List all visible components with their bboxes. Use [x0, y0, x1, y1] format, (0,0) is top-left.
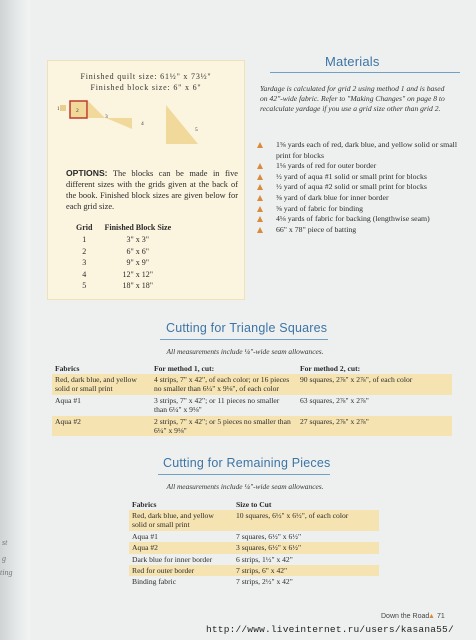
block-size: 18" x 18" [122, 281, 154, 290]
grid-size-table [70, 222, 177, 292]
bullet-triangle-icon [257, 227, 263, 233]
table-row [70, 269, 177, 281]
materials-intro: Yardage is calculated for grid 2 using method 1 and is based on 42"-wide fabric. Refer to "Making Changes" on page 8 to recalculate yardage if you use a grid size other than grid 2. [260, 84, 445, 113]
grid-number: 1 [82, 235, 87, 244]
block-size: 6" x 6" [126, 246, 150, 256]
remaining-pieces-rule [158, 474, 330, 475]
method-2-cell: 27 squares, 2⅞" x 2⅞" [297, 416, 452, 437]
list-item [257, 172, 457, 183]
table-row [129, 554, 379, 565]
seam-allowance-note: All measurements include ¼"-wide seam allowances. [166, 347, 324, 356]
grid-number: 4 [82, 269, 87, 279]
spine-fragment: g [2, 554, 6, 563]
fabric-cell: Aqua #1 [132, 531, 158, 541]
fabric-cell: Binding fabric [132, 577, 177, 587]
size-cell: 7 strips, 2½" x 42" [236, 577, 293, 587]
size-to-cut-header: Size to Cut [236, 500, 272, 509]
triangle-squares-rule [160, 339, 328, 340]
triangle-squares-heading: Cutting for Triangle Squares [166, 321, 328, 335]
diagram-label: 1 [57, 107, 60, 112]
method-1-cell: 2 strips, 7" x 42"; or 5 pieces no smaller than 6¼" x 9⅛" [151, 416, 297, 437]
list-item [257, 161, 457, 172]
seam-allowance-note: All measurements include ¼"-wide seam allowances. [166, 482, 324, 491]
fabric-cell: Red for outer border [129, 565, 233, 576]
table-row [70, 234, 177, 246]
fabrics-header: Fabrics [132, 500, 157, 509]
material-text: 1⅛ yards of red for outer border [276, 161, 377, 171]
method-1-header: For method 1, cut: [154, 364, 215, 373]
bullet-triangle-icon [257, 174, 263, 180]
bullet-triangle-icon [257, 216, 263, 222]
grid-4-triangle [106, 118, 132, 129]
method-2-cell: 90 squares, 2⅞" x 2⅞", of each color [297, 374, 452, 395]
page-number: 71 [437, 613, 445, 620]
material-text: 4⅛ yards of fabric for backing (lengthwise seam) [276, 214, 430, 224]
finished-quilt-size: Finished quilt size: 61½" x 73½" [80, 72, 212, 81]
grid-number: 5 [82, 281, 87, 290]
material-text: ½ yard of aqua #2 solid or small print for blocks [276, 182, 427, 192]
materials-heading: Materials [325, 54, 380, 69]
material-text: ½ yard of aqua #1 solid or small print for blocks [276, 171, 427, 181]
table-row [52, 395, 452, 416]
bullet-triangle-icon [257, 184, 263, 190]
grid-header: Grid [76, 223, 93, 232]
bullet-triangle-icon [257, 163, 263, 169]
diagram-label: 4 [141, 121, 144, 127]
table-row [70, 257, 177, 269]
material-text: ⅜ yard of dark blue for inner border [276, 192, 389, 202]
method-1-cell: 4 strips, 7" x 42", of each color; or 16 pieces no smaller than 6¼" x 9⅛", of each color [151, 374, 297, 395]
materials-rule [270, 72, 460, 73]
table-row [70, 280, 177, 292]
material-text: 1⅝ yards each of red, dark blue, and yellow solid or small print for blocks [276, 140, 458, 160]
list-item [257, 193, 457, 204]
fabric-cell: Red, dark blue, and yellow solid or small print [129, 510, 233, 531]
size-cell: 7 squares, 6½" x 6½" [236, 531, 302, 541]
options-text: The blocks can be made in five different sizes with the grids given at the back of the book. Finished block sizes are given below for each grid size. [66, 169, 238, 211]
block-size: 9" x 9" [126, 258, 150, 267]
table-row [70, 246, 177, 258]
list-item [257, 225, 457, 236]
diagram-label: 2 [76, 108, 79, 114]
method-2-header: For method 2, cut: [300, 364, 361, 373]
block-size-header: Finished Block Size [104, 223, 172, 232]
remaining-pieces-table [129, 499, 379, 588]
size-cell: 10 squares, 6½" x 6½", of each color [233, 510, 379, 531]
fabric-cell: Aqua #2 [52, 416, 151, 437]
fabric-cell: Red, dark blue, and yellow solid or small print [52, 374, 151, 395]
bullet-triangle-icon [257, 206, 263, 212]
diagram-label: 3 [105, 114, 108, 120]
options-paragraph [66, 168, 238, 212]
grid-5-triangle [166, 105, 198, 144]
bullet-triangle-icon [257, 195, 263, 201]
grid-3-triangle [88, 101, 105, 118]
options-heading: OPTIONS: [66, 168, 108, 178]
block-size: 12" x 12" [122, 269, 154, 279]
table-row [129, 531, 379, 542]
table-row [129, 576, 379, 587]
quilt-info-box [47, 60, 245, 300]
diagram-label: 5 [195, 127, 198, 133]
table-row [129, 565, 379, 576]
size-cell: 3 squares, 6½" x 6½" [233, 542, 379, 553]
size-cell: 6 strips, 1½" x 42" [236, 554, 293, 564]
table-row [52, 374, 452, 395]
running-title: Down the Road [381, 613, 430, 620]
fabrics-header: Fabrics [55, 364, 80, 373]
size-cell: 7 strips, 6" x 42" [233, 565, 379, 576]
method-1-cell: 3 strips, 7" x 42"; or 11 pieces no smaller than 6¼" x 9⅛" [154, 395, 280, 415]
material-text: 66" x 78" piece of batting [276, 224, 357, 234]
bullet-triangle-icon [257, 142, 263, 148]
grid-1-square [60, 105, 66, 111]
list-item [257, 140, 457, 161]
block-size: 3" x 3" [126, 235, 150, 244]
spine-fragment: ting [0, 568, 13, 577]
material-text: ⅝ yard of fabric for binding [276, 203, 364, 213]
method-2-cell: 63 squares, 2⅞" x 2⅞" [300, 395, 369, 405]
table-row [52, 416, 452, 437]
fabric-cell: Aqua #1 [55, 395, 81, 405]
finished-block-size: Finished block size: 6" x 6" [90, 83, 202, 92]
materials-list [257, 140, 457, 235]
fabric-cell: Dark blue for inner border [132, 554, 213, 564]
list-item [257, 182, 457, 193]
grid-number: 2 [82, 246, 87, 256]
remaining-pieces-heading: Cutting for Remaining Pieces [163, 456, 331, 470]
triangle-squares-table [52, 363, 452, 436]
fabric-cell: Aqua #2 [129, 542, 233, 553]
grid-number: 3 [82, 258, 87, 267]
table-row [129, 542, 379, 553]
list-item [257, 204, 457, 215]
list-item [257, 214, 457, 225]
source-watermark: http://www.liveinternet.ru/users/kasana55/ [206, 624, 454, 635]
table-row [129, 510, 379, 531]
footer-bullet-icon: ▲ [428, 613, 435, 620]
spine-fragment: st [2, 538, 8, 547]
